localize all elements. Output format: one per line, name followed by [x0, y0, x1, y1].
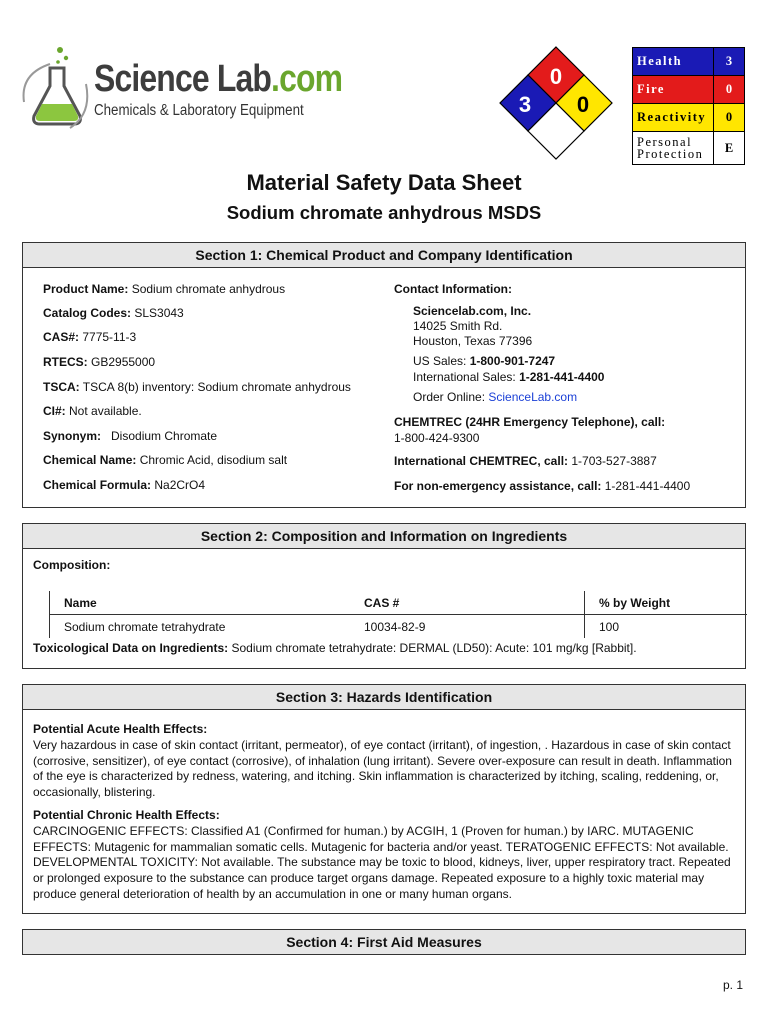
column-header: Name — [50, 591, 351, 615]
chemical-formula-field: Chemical Formula: Na2CrO4 — [43, 478, 206, 492]
section1-body — [22, 268, 746, 508]
section4-heading: Section 4: First Aid Measures — [22, 929, 746, 955]
hmis-label-line1: Personal — [637, 135, 693, 149]
us-sales: US Sales: 1-800-901-7247 — [413, 354, 556, 368]
chemtrec-label: CHEMTREC (24HR Emergency Telephone), call: — [394, 415, 666, 429]
logo-tagline: Chemicals & Laboratory Equipment — [94, 102, 304, 119]
nfpa-reactivity-value: 0 — [576, 92, 590, 117]
company-address2: Houston, Texas 77396 — [413, 334, 533, 348]
sciencelab-logo — [20, 44, 343, 130]
composition-table — [49, 591, 747, 638]
hmis-row-personal-protection — [633, 132, 745, 165]
flask-icon — [20, 44, 92, 130]
document-title: Material Safety Data Sheet — [246, 170, 522, 195]
hmis-value: 0 — [714, 104, 745, 132]
contact-info-label: Contact Information: — [394, 282, 512, 296]
column-header: CAS # — [350, 591, 585, 615]
order-online: Order Online: ScienceLab.com — [413, 390, 578, 404]
toxicological-data: Toxicological Data on Ingredients: Sodium chromate tetrahydrate: DERMAL (LD50): Acute: 101 mg/kg [Rabbit]. — [33, 641, 637, 655]
section3-heading: Section 3: Hazards Identification — [22, 684, 746, 710]
international-sales: International Sales: 1-281-441-4400 — [413, 370, 605, 384]
synonym-field: Synonym: Disodium Chromate — [43, 429, 218, 443]
non-emergency: For non-emergency assistance, call: 1-281-441-4400 — [394, 479, 691, 493]
rtecs-field: RTECS: GB2955000 — [43, 355, 156, 369]
section1-heading: Section 1: Chemical Product and Company Identification — [22, 242, 746, 268]
company-address1: 14025 Smith Rd. — [413, 319, 503, 333]
hmis-label-line2: Protection — [637, 147, 704, 161]
section3-body — [22, 710, 746, 914]
acute-effects — [33, 722, 737, 801]
section2-body — [22, 549, 746, 669]
chemtrec-phone: 1-800-424-9300 — [394, 431, 480, 445]
hmis-row-health — [633, 48, 745, 76]
hmis-row-fire — [633, 76, 745, 104]
hmis-table — [632, 47, 745, 165]
intl-chemtrec: International CHEMTREC, call: 1-703-527-3887 — [394, 454, 657, 468]
nfpa-fire-value: 0 — [549, 64, 563, 89]
table-row — [50, 615, 748, 639]
hmis-row-reactivity — [633, 104, 745, 132]
chemical-name-field: Chemical Name: Chromic Acid, disodium salt — [43, 453, 288, 467]
chronic-effects-text: CARCINOGENIC EFFECTS: Classified A1 (Confirmed for human.) by ACGIH, 1 (Proven for human.) by IARC. MUTAGENIC EFFECTS: Mutagenic for mammalian somatic cells. Mutagenic for bacteria and/or yeast. TERATOGENIC EFFECTS: Not available. DEVELOPMENTAL TOXICITY: Not available. The substance may be toxic to blood, kidneys, liver, upper respiratory tract. Repeated or prolonged exposure to the substance can produce target organs damage. Repeated exposure to a highly toxic material may produce general deterioration of health by an accumulation in one or many human organs. — [33, 823, 731, 901]
page-number: p. 1 — [723, 978, 744, 992]
hmis-label — [633, 132, 714, 165]
composition-label: Composition: — [33, 558, 111, 572]
composition-header-row — [50, 591, 748, 615]
table-cell: Sodium chromate tetrahydrate — [50, 615, 351, 639]
catalog-codes-field: Catalog Codes: SLS3043 — [43, 306, 184, 320]
company-name: Sciencelab.com, Inc. — [413, 304, 532, 318]
table-cell: 10034-82-9 — [350, 615, 585, 639]
sciencelab-link[interactable]: ScienceLab.com — [488, 390, 578, 404]
acute-effects-text: Very hazardous in case of skin contact (irritant, permeator), of eye contact (irritant), of ingestion, . Hazardous in case of skin contact (corrosive, sensitizer), of eye contact (corrosive), of inhalation (lung irritant). Severe over-exposure can result in death. Inflammation of the eye is characterized by redness, watering, and itching. Skin inflammation is characterized by itching, scaling, reddening, or, occasionally, blistering. — [33, 737, 732, 800]
nfpa-diamond — [498, 46, 614, 162]
acute-effects-label: Potential Acute Health Effects: — [33, 722, 208, 736]
logo-brand: Science Lab.com — [94, 58, 343, 100]
product-name-field: Product Name: Sodium chromate anhydrous — [43, 282, 286, 296]
cas-field: CAS#: 7775-11-3 — [43, 330, 137, 344]
ci-field: CI#: Not available. — [43, 404, 142, 418]
section2-heading: Section 2: Composition and Information on Ingredients — [22, 523, 746, 549]
column-header: % by Weight — [599, 595, 671, 610]
nfpa-health-value: 3 — [518, 92, 532, 117]
table-cell: 100 — [585, 615, 748, 639]
hmis-label: Fire — [633, 76, 714, 104]
chronic-effects — [33, 808, 737, 903]
tsca-field: TSCA: TSCA 8(b) inventory: Sodium chromate anhydrous — [43, 380, 351, 394]
hmis-label: Reactivity — [633, 104, 714, 132]
chronic-effects-label: Potential Chronic Health Effects: — [33, 808, 220, 822]
hmis-value: E — [714, 132, 745, 165]
hmis-value: 0 — [714, 76, 745, 104]
hmis-label: Health — [633, 48, 714, 76]
document-subtitle: Sodium chromate anhydrous MSDS — [226, 202, 542, 223]
hmis-value: 3 — [714, 48, 745, 76]
